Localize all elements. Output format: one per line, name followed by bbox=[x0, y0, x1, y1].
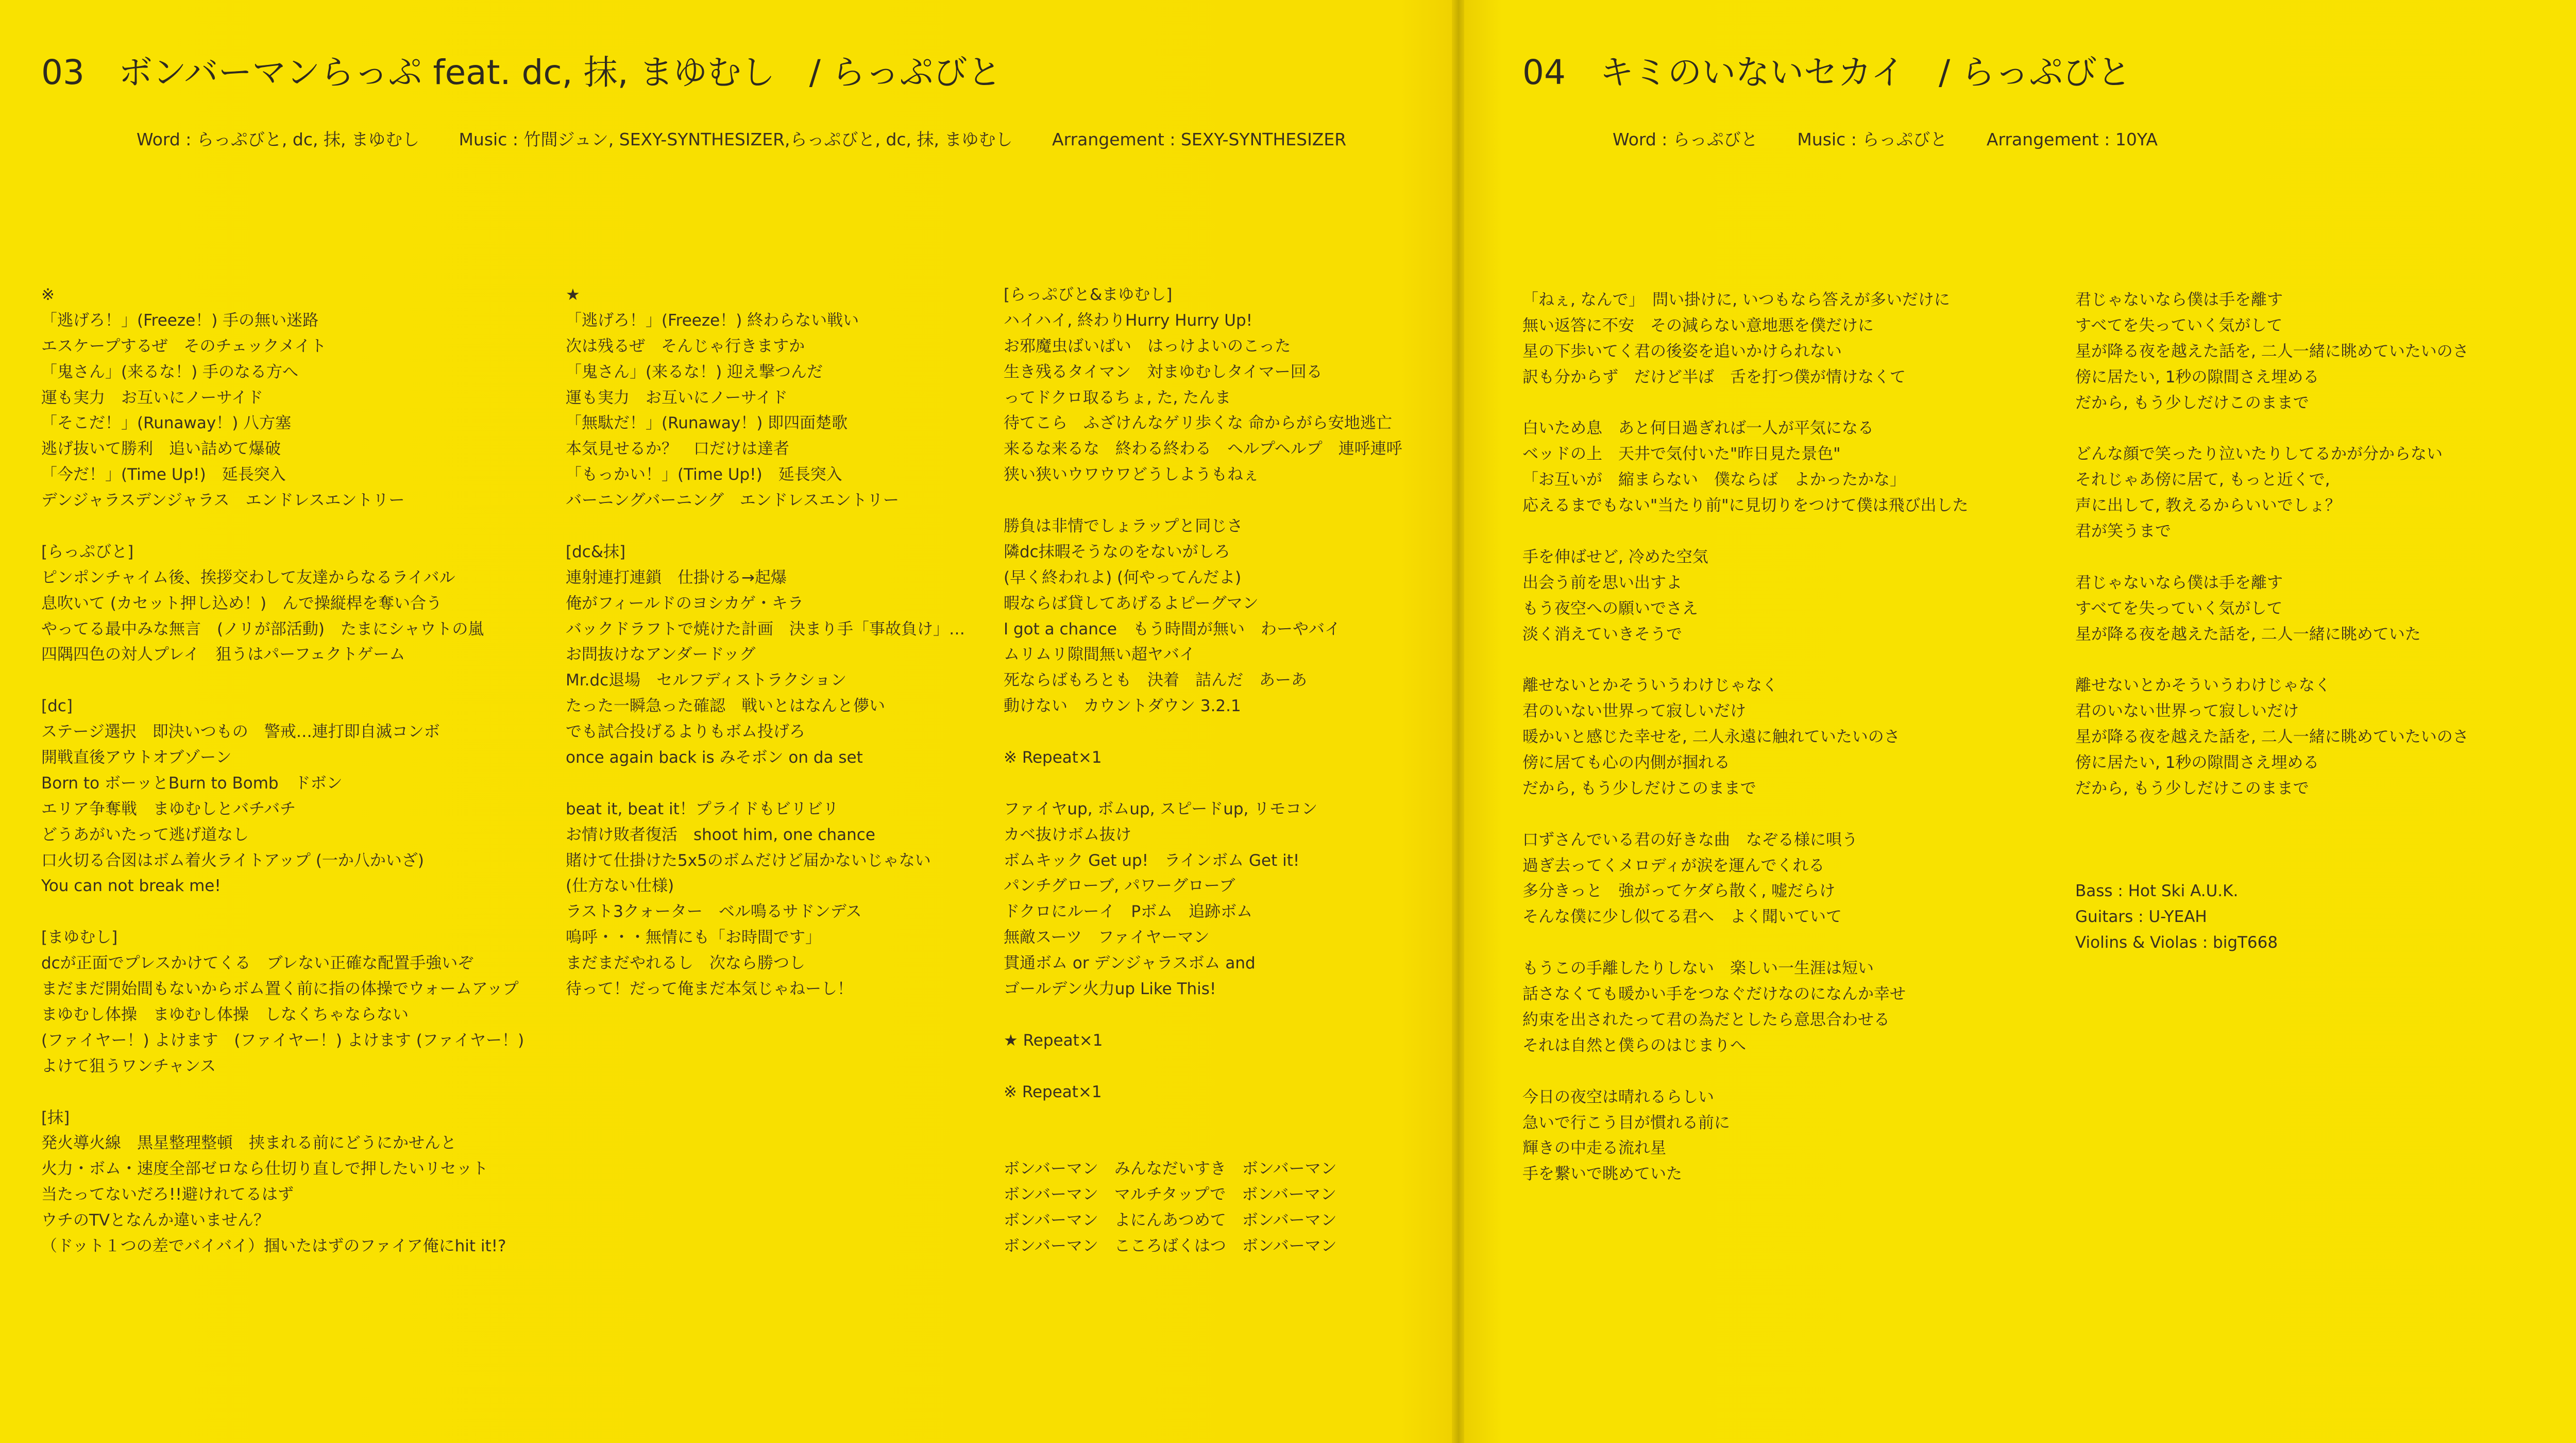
lyric-line: ウチのTVとなんか違いません？ bbox=[41, 1211, 270, 1230]
lyric-line: 無敵スーツ ファイヤーマン bbox=[1004, 928, 1210, 947]
lyric-line: ※ Repeat×1 bbox=[1004, 748, 1102, 767]
lyric-line bbox=[1522, 930, 1969, 956]
lyric-line: Guitars : U-YEAH bbox=[2075, 908, 2207, 927]
lyric-line: 「無駄だ！」(Runaway！) 即四面楚歌 bbox=[566, 414, 848, 433]
lyric-line bbox=[1004, 1054, 1402, 1080]
lyric-line bbox=[1004, 1002, 1402, 1028]
lyric-line: ★ Repeat×1 bbox=[1004, 1031, 1103, 1050]
lyric-line: ※ Repeat×1 bbox=[1004, 1082, 1102, 1101]
lyric-line: どうあがいたって逃げ道なし bbox=[41, 825, 249, 844]
lyric-line: だから, もう少しだけこのままで bbox=[2075, 779, 2309, 798]
lyric-line: 急いで行こう目が慣れる前に bbox=[1522, 1113, 1730, 1132]
lyric-line: 発火導火線 黒星整理整頓 挟まれる前にどうにかせんと bbox=[41, 1134, 456, 1153]
lyric-line bbox=[41, 668, 524, 694]
lyric-line: (早く終われよ) (何やってんだよ) bbox=[1004, 568, 1242, 587]
lyric-line: 話さなくても暖かい手をつなぐだけなのになんか幸せ bbox=[1522, 985, 1906, 1004]
lyric-line: ベッドの上 天井で気付いた"昨日見た景色" bbox=[1522, 445, 1841, 464]
lyric-line: ハイハイ, 終わりHurry Hurry Up! bbox=[1004, 311, 1253, 330]
lyric-line: すべてを失っていく気がして bbox=[2075, 599, 2283, 618]
lyric-line: ボンバーマン みんなだいすき ボンバーマン bbox=[1004, 1160, 1337, 1179]
lyric-line: 離せないとかそういうわけじゃなく bbox=[2075, 676, 2331, 695]
lyric-line: すべてを失っていく気がして bbox=[2075, 316, 2283, 335]
arrangement-credit: Arrangement : 10YA bbox=[1986, 129, 2158, 149]
lyric-line: 手を繋いで眺めていた bbox=[1522, 1165, 1682, 1184]
lyrics-column-3 bbox=[1004, 282, 1402, 1260]
lyric-line bbox=[566, 771, 965, 797]
lyric-line: だから, もう少しだけこのままで bbox=[1522, 779, 1756, 798]
lyric-line bbox=[1004, 1131, 1402, 1156]
lyric-line: 「そこだ！」(Runaway！) 八方塞 bbox=[41, 414, 292, 433]
lyric-line: 星が降る夜を越えた話を, 二人一緒に眺めていたいのさ bbox=[2075, 728, 2469, 747]
lyric-line bbox=[2075, 828, 2469, 853]
lyric-line: 今日の夜空は晴れるらしい bbox=[1522, 1087, 1714, 1106]
lyric-line: 本気見せるか？ 口だけは達者 bbox=[566, 440, 789, 459]
lyric-line: (ファイヤー！) よけます (ファイヤー！) よけます (ファイヤー！) bbox=[41, 1031, 524, 1050]
lyric-line: 君じゃないなら僕は手を離す bbox=[2075, 291, 2283, 309]
lyric-line: もうこの手離したりしない 楽しい一生涯は短い bbox=[1522, 959, 1874, 978]
lyric-line: 「もっかい！」(Time Up!) 延長突入 bbox=[566, 465, 842, 484]
lyric-line: 星が降る夜を越えた話を, 二人一緒に眺めていたいのさ bbox=[2075, 342, 2469, 361]
lyric-line bbox=[2075, 853, 2469, 879]
lyric-line bbox=[41, 899, 524, 925]
lyric-line: 四隅四色の対人プレイ 狙うはパーフェクトゲーム bbox=[41, 645, 405, 664]
lyric-line: [抹] bbox=[41, 1108, 70, 1127]
lyric-line bbox=[1004, 1105, 1402, 1131]
lyric-line: 星が降る夜を越えた話を, 二人一緒に眺めていた bbox=[2075, 625, 2421, 644]
track-03-credits bbox=[137, 126, 1380, 150]
lyric-line: 「逃げろ！」(Freeze！) 終わらない戦い bbox=[566, 311, 859, 330]
music-credit: Music : らっぷびと bbox=[1797, 129, 1947, 149]
track-03-title: 03 ボンバーマンらっぷ feat. dc, 抹, まゆむし / らっぷびと bbox=[41, 53, 1002, 92]
lyric-line: You can not break me! bbox=[41, 877, 221, 896]
right-page bbox=[1458, 0, 2576, 1443]
lyric-line: ピンポンチャイム後、挨拶交わして友達からなるライバル bbox=[41, 568, 455, 587]
lyric-line: 淡く消えていきそうで bbox=[1522, 625, 1682, 644]
lyric-line: once again back is みそボン on da set bbox=[566, 748, 863, 767]
lyric-line: ステージ選択 即決いつもの 警戒…連打即自滅コンボ bbox=[41, 723, 440, 742]
lyric-line: 嗚呼・・・無情にも「お時間です」 bbox=[566, 928, 821, 947]
lyric-line bbox=[2075, 647, 2469, 673]
lyric-line: 待って！だって俺まだ本気じゃねーし！ bbox=[566, 980, 853, 999]
lyric-line: I got a chance もう時間が無い わーやバイ bbox=[1004, 619, 1341, 639]
lyric-line: 連射連打連鎖 仕掛ける→起爆 bbox=[566, 568, 787, 587]
lyric-line: 「鬼さん」(来るな！) 迎え撃つんだ bbox=[566, 362, 823, 381]
lyrics-column-1 bbox=[41, 282, 524, 1260]
lyric-line: ゴールデン火力up Like This! bbox=[1004, 980, 1216, 999]
lyric-line: 待てこら ふざけんなゲリ歩くな 命からがら安地逃亡 bbox=[1004, 414, 1392, 433]
lyric-line: 輝きの中走る流れ星 bbox=[1522, 1139, 1666, 1158]
lyric-line: 応えるまでもない"当たり前"に見切りをつけて僕は飛び出した bbox=[1522, 496, 1969, 515]
lyric-line: Bass : Hot Ski A.U.K. bbox=[2075, 882, 2239, 901]
lyric-line: ボンバーマン こころばくはつ ボンバーマン bbox=[1004, 1236, 1337, 1255]
lyrics-column-2 bbox=[566, 282, 965, 1002]
lyric-line: たった一瞬急った確認 戦いとはなんと儚い bbox=[566, 697, 885, 716]
lyric-line: 「お互いが 縮まらない 僕ならば よかったかな」 bbox=[1522, 471, 1906, 490]
lyric-line: Violins & Violas : bigT668 bbox=[2075, 933, 2278, 952]
lyric-line: ボンバーマン よにんあつめて ボンバーマン bbox=[1004, 1211, 1337, 1230]
lyric-line bbox=[1004, 719, 1402, 745]
lyric-line bbox=[41, 1080, 524, 1105]
lyric-line: 口ずさんでいる君の好きな曲 なぞる様に唄う bbox=[1522, 830, 1858, 849]
track-04-credits bbox=[1613, 126, 2192, 150]
lyric-line: 「ねぇ, なんで」 問い掛けに, いつもなら答えが多いだけに bbox=[1522, 291, 1950, 309]
lyric-line: [dc] bbox=[41, 697, 73, 716]
track-04-title: 04 キミのいないセカイ / らっぷびと bbox=[1522, 53, 2131, 92]
lyric-line: 当たってないだろ!!避けれてるはず bbox=[41, 1185, 294, 1204]
lyric-line: 約束を出されたって君の為だとしたら意思合わせる bbox=[1522, 1010, 1890, 1029]
lyric-line: パンチグローブ, パワーグローブ bbox=[1004, 877, 1235, 896]
lyric-line: ※ bbox=[41, 286, 55, 304]
lyric-line: まゆむし体操 まゆむし体操 しなくちゃならない bbox=[41, 1005, 409, 1024]
lyric-line: 過ぎ去ってくメロディが涙を運んでくれる bbox=[1522, 856, 1825, 875]
word-credit: Word : らっぷびと, dc, 抹, まゆむし bbox=[137, 129, 419, 149]
lyric-line bbox=[41, 514, 524, 540]
lyric-line: だから, もう少しだけこのままで bbox=[2075, 393, 2309, 412]
lyric-line bbox=[1522, 391, 1969, 416]
lyric-line: ファイヤup, ボムup, スピードup, リモコン bbox=[1004, 799, 1318, 818]
lyric-line bbox=[2075, 545, 2469, 571]
lyric-line: ラスト3クォーター ベル鳴るサドンデス bbox=[566, 902, 862, 921]
lyric-line: お邪魔虫ばいばい はっけよいのこった bbox=[1004, 337, 1291, 356]
lyric-line: [dc&抹] bbox=[566, 542, 626, 561]
lyric-line: 多分きっと 強がってケダら散く, 嘘だらけ bbox=[1522, 882, 1836, 901]
lyric-line: もう夜空への願いでさえ bbox=[1522, 599, 1698, 618]
lyric-line: バックドラフトで焼けた計画 決まり手「事故負け」… bbox=[566, 619, 965, 639]
lyric-line: デンジャラスデンジャラス エンドレスエントリー bbox=[41, 491, 405, 510]
lyric-line: Born to ボーッとBurn to Bomb ドボン bbox=[41, 774, 343, 793]
lyric-line: 訳も分からず だけど半ば 舌を打つ僕が情けなくて bbox=[1522, 367, 1906, 387]
lyric-line: ってドクロ取るちょ, た, たんま bbox=[1004, 388, 1231, 407]
lyric-line: (仕方ない仕様) bbox=[566, 877, 674, 896]
lyric-line: 君じゃないなら僕は手を離す bbox=[2075, 573, 2283, 592]
lyrics-column-2 bbox=[2075, 288, 2469, 956]
lyric-line: 星の下歩いてく君の後姿を追いかけられない bbox=[1522, 342, 1842, 361]
lyric-line: それじゃあ傍に居て, もっと近くで, bbox=[2075, 471, 2330, 490]
lyric-line: 逃げ抜いて勝利 追い詰めて爆破 bbox=[41, 440, 281, 459]
lyric-line: 来るな来るな 終わる終わる ヘルプヘルプ 連呼連呼 bbox=[1004, 440, 1402, 459]
lyric-line: お問抜けなアンダードッグ bbox=[566, 645, 756, 664]
lyric-line: 君のいない世界って寂しいだけ bbox=[1522, 702, 1746, 721]
lyric-line: 死ならばもろとも 決着 詰んだ あーあ bbox=[1004, 671, 1307, 690]
lyric-line bbox=[1522, 647, 1969, 673]
lyric-line bbox=[1004, 488, 1402, 514]
lyric-line: 「鬼さん」(来るな！) 手のなる方へ bbox=[41, 362, 299, 381]
lyric-line: カベ抜けボム抜け bbox=[1004, 825, 1131, 844]
lyric-line: 暖かいと感じた幸せを, 二人永遠に触れていたいのさ bbox=[1522, 728, 1900, 747]
lyric-line: 勝負は非情でしょラップと同じさ bbox=[1004, 517, 1243, 536]
lyric-line bbox=[1522, 1059, 1969, 1085]
music-credit: Music : 竹間ジュン, SEXY-SYNTHESIZER,らっぷびと, dc, 抹, まゆむし bbox=[459, 129, 1013, 149]
lyric-line: 貫通ボム or デンジャラスボム and bbox=[1004, 954, 1256, 973]
lyric-line: 「逃げろ！」(Freeze！) 手の無い迷路 bbox=[41, 311, 319, 330]
lyric-line: ★ bbox=[566, 286, 580, 304]
lyric-line: 俺がフィールドのヨシカゲ・キラ bbox=[566, 594, 804, 613]
lyric-line: 傍に居たい, 1秒の隙間さえ埋める bbox=[2075, 367, 2319, 387]
lyric-line: 運も実力 お互いにノーサイド bbox=[41, 388, 263, 407]
lyric-line: （ドット１つの差でバイバイ）掴いたはずのファイア俺にhit it!? bbox=[41, 1236, 506, 1255]
lyric-line: ムリムリ隙間無い超ヤバイ bbox=[1004, 645, 1195, 664]
lyrics-column-1 bbox=[1522, 288, 1969, 1187]
lyric-line: 白いため息 あと何日過ぎれば一人が平気になる bbox=[1522, 419, 1874, 438]
lyric-line: 暇ならば貸してあげるよピーグマン bbox=[1004, 594, 1259, 613]
lyric-line: エスケープするぜ そのチェックメイト bbox=[41, 337, 327, 356]
lyric-line: やってる最中みな無言 (ノリが部活動) たまにシャウトの嵐 bbox=[41, 619, 484, 639]
lyric-line: バーニングバーニング エンドレスエントリー bbox=[566, 491, 899, 510]
lyric-line: 次は残るぜ そんじゃ行きますか bbox=[566, 337, 805, 356]
lyric-line: よけて狙うワンチャンス bbox=[41, 1056, 216, 1076]
lyric-line: 隣dc抹暇そうなのをないがしろ bbox=[1004, 542, 1230, 561]
lyric-line: エリア争奪戦 まゆむしとバチバチ bbox=[41, 799, 296, 818]
lyric-line: 君が笑うまで bbox=[2075, 522, 2171, 541]
lyric-line bbox=[566, 514, 965, 540]
arrangement-credit: Arrangement : SEXY-SYNTHESIZER bbox=[1052, 129, 1347, 149]
lyric-line: 離せないとかそういうわけじゃなく bbox=[1522, 676, 1778, 695]
lyric-line: 火力・ボム・速度全部ゼロなら仕切り直しで押したいリセット bbox=[41, 1160, 488, 1179]
lyric-line: 狭い狭いウワウワどうしようもねぇ bbox=[1004, 465, 1259, 484]
lyric-line: [らっぷびと] bbox=[41, 542, 134, 561]
lyric-line: 息吹いて (カセット押し込め！) んで操縦桿を奪い合う bbox=[41, 594, 443, 613]
lyric-line: 傍に居ても心の内側が掴れる bbox=[1522, 753, 1730, 773]
lyric-line bbox=[1522, 519, 1969, 545]
lyric-line: [まゆむし] bbox=[41, 928, 118, 947]
lyric-line: 君のいない世界って寂しいだけ bbox=[2075, 702, 2299, 721]
lyric-line: お情け敗者復活 shoot him, one chance bbox=[566, 825, 875, 844]
lyric-line: 運も実力 お互いにノーサイド bbox=[566, 388, 788, 407]
lyric-line: まだまだ開始間もないからボム置く前に指の体操でウォームアップ bbox=[41, 980, 519, 999]
lyric-line: 動けない カウントダウン 3.2.1 bbox=[1004, 697, 1241, 716]
lyric-line: それは自然と僕らのはじまりへ bbox=[1522, 1036, 1746, 1055]
lyric-line bbox=[2075, 802, 2469, 828]
lyric-line: でも試合投げるよりもボム投げろ bbox=[566, 723, 805, 742]
lyric-line: そんな僕に少し似てる君へ よく聞いていて bbox=[1522, 908, 1842, 927]
lyric-line: 傍に居たい, 1秒の隙間さえ埋める bbox=[2075, 753, 2319, 773]
lyric-line: dcが正面でプレスかけてくる ブレない正確な配置手強いぞ bbox=[41, 954, 474, 973]
lyric-line bbox=[1522, 802, 1969, 828]
lyric-line: [らっぷびと&まゆむし] bbox=[1004, 286, 1173, 304]
lyric-line: ボンバーマン マルチタップで ボンバーマン bbox=[1004, 1185, 1337, 1204]
lyric-line: ドクロにルーイ Pボム 追跡ボム bbox=[1004, 902, 1253, 921]
lyric-line: 手を伸ばせど, 冷めた空気 bbox=[1522, 547, 1708, 566]
lyric-line: 生き残るタイマン 対まゆむしタイマー回る bbox=[1004, 362, 1323, 381]
lyric-line: beat it, beat it！プライドもビリビリ bbox=[566, 799, 839, 818]
lyric-line: 「今だ！」(Time Up!) 延長突入 bbox=[41, 465, 286, 484]
lyric-line: 開戦直後アウトオブゾーン bbox=[41, 748, 232, 767]
book-gutter bbox=[1452, 0, 1464, 1443]
lyric-line: 賭けて仕掛けた5x5のボムだけど届かないじゃない bbox=[566, 851, 931, 870]
lyric-line: ボムキック Get up! ラインボム Get it! bbox=[1004, 851, 1300, 870]
lyric-line: 口火切る合図はボム着火ライトアップ (一か八かいざ) bbox=[41, 851, 425, 870]
word-credit: Word : らっぷびと bbox=[1613, 129, 1758, 149]
lyric-line bbox=[2075, 416, 2469, 442]
lyric-line: Mr.dc退場 セルフディストラクション bbox=[566, 671, 847, 690]
lyric-line: 声に出して, 教えるからいいでしょ？ bbox=[2075, 496, 2341, 515]
lyric-line: 無い返答に不安 その減らない意地悪を僕だけに bbox=[1522, 316, 1874, 335]
lyric-line bbox=[1004, 771, 1402, 797]
lyric-line: どんな顔で笑ったり泣いたりしてるかが分からない bbox=[2075, 445, 2443, 464]
lyric-line: 出会う前を思い出すよ bbox=[1522, 573, 1682, 592]
lyric-line: まだまだやれるし 次なら勝つし bbox=[566, 954, 805, 973]
